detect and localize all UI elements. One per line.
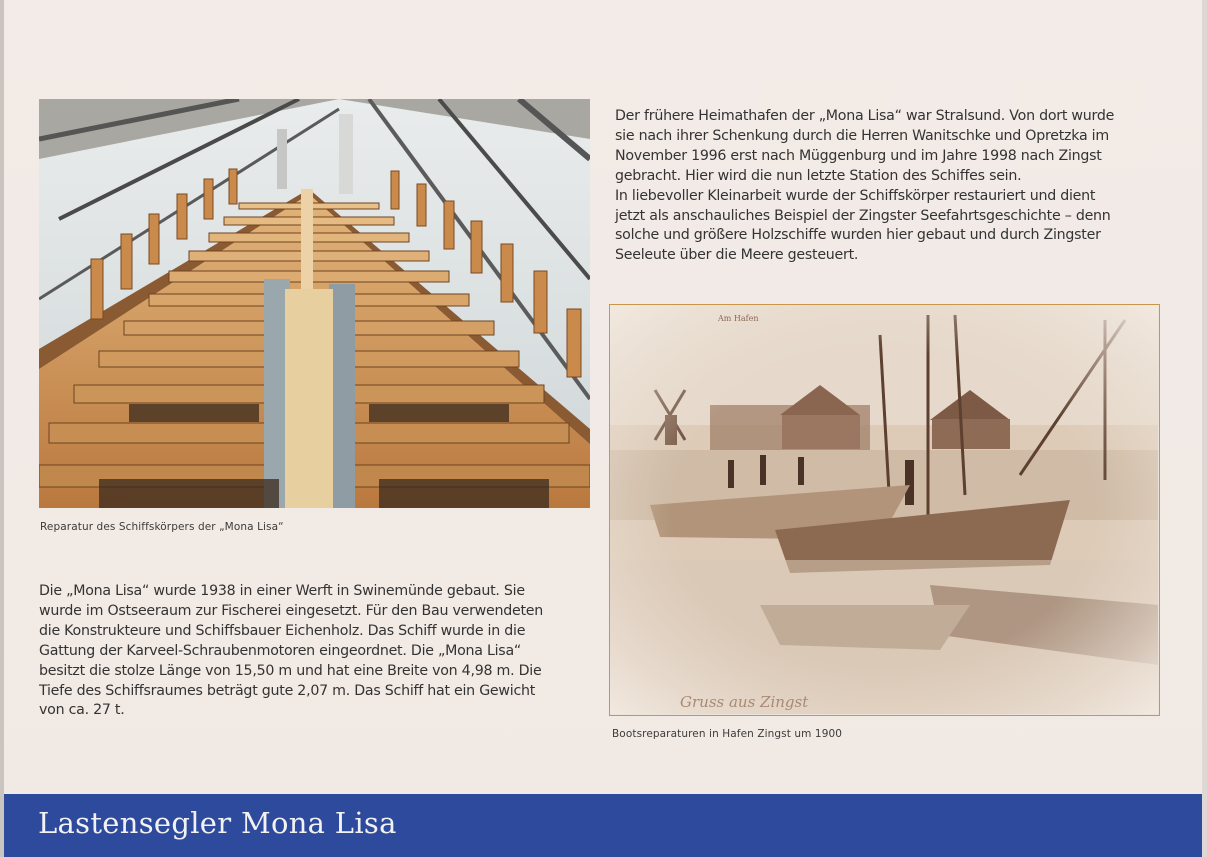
home-port-paragraph: Der frühere Heimathafen der „Mona Lisa“ war Stralsund. Von dort wurde sie nach ihrer Schenkung durch die Herren Wanitschke und Opretzka im November 1996 erst nach Müggenburg und im Jahre 1998 nach Zingst gebracht. Hier wird die nun letzte Station des Schiffes sein. In liebevoller Kleinarbeit wurde der Schiffskörper restauriert und dient jetzt als anschauliches Beispiel der Zingster Seefahrtsgeschichte – denn solche und größere Holzschiffe wurden hier gebaut und durch Zingster Seeleute über die Meere gesteuert. [615, 108, 1115, 264]
page-title: Lastensegler Mona Lisa [38, 806, 397, 840]
page-edge-left [0, 0, 4, 857]
ship-history-paragraph: Die „Mona Lisa“ wurde 1938 in einer Werft in Swinemünde gebaut. Sie wurde im Ostseeraum zur Fischerei eingesetzt. Für den Bau verwendeten die Konstrukteure und Schiffsbauer Eichenholz. Das Schiff wurde in die Gattung der Karveel-Schraubenmotoren eingeordnet. Die „Mona Lisa“ besitzt die stolze Länge von 15,50 m und hat eine Breite von 4,98 m. Die Tiefe des Schiffsraumes beträgt gute 2,07 m. Das Schiff hat ein Gewicht von ca. 27 t. [39, 583, 544, 719]
page-edge-right [1202, 0, 1207, 857]
hull-restoration-photo [39, 99, 590, 508]
hull-photo-caption: Reparatur des Schiffskörpers der „Mona Lisa“ [40, 521, 284, 533]
postcard-header: Am Hafen [718, 314, 759, 323]
harbour-postcard-photo [609, 304, 1160, 716]
harbour-photo-caption: Bootsreparaturen in Hafen Zingst um 1900 [612, 728, 843, 740]
postcard-inscription: Gruss aus Zingst [680, 693, 809, 711]
